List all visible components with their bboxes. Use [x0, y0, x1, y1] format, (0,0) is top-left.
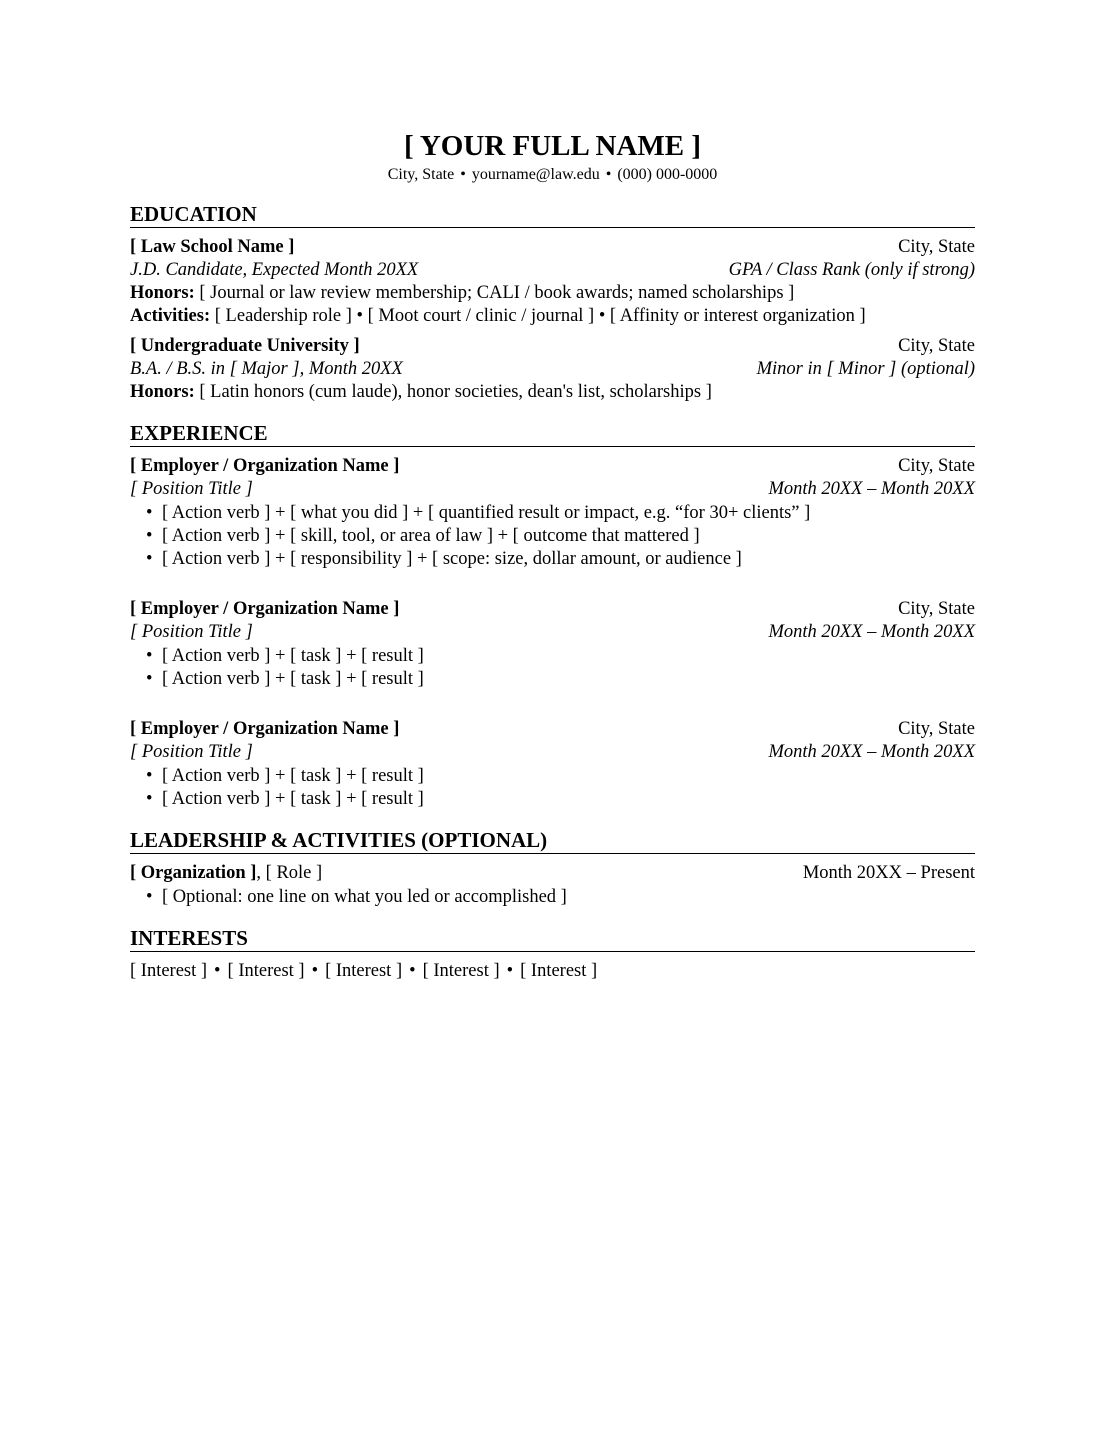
employer-name: [ Employer / Organization Name ] [130, 456, 400, 476]
activities-text: [ Leadership role ] • [ Moot court / clinic / journal ] • [ Affinity or interest organization ] [210, 306, 866, 326]
experience-heading: EXPERIENCE [130, 420, 975, 447]
bullet-item: • [ Optional: one line on what you led or accomplished ] [130, 886, 975, 909]
bullet-item: • [ Action verb ] + [ task ] + [ result ] [130, 668, 975, 691]
interest-item: [ Interest ] [325, 961, 403, 981]
honors-label: Honors: [130, 283, 195, 303]
contact-email: yourname@law.edu [471, 166, 600, 183]
employer-location: City, State [898, 719, 975, 739]
bullet-list [130, 645, 975, 691]
organization-name: [ Organization ] [130, 863, 257, 883]
leadership-entry [130, 862, 975, 909]
experience-entry-3 [130, 718, 975, 811]
interest-item: [ Interest ] [130, 961, 208, 981]
interest-item: [ Interest ] [422, 961, 500, 981]
interests-heading: INTERESTS [130, 925, 975, 952]
contact-separator: • [605, 166, 612, 183]
experience-entry-1 [130, 455, 975, 571]
employer-name: [ Employer / Organization Name ] [130, 599, 400, 619]
school-name: [ Undergraduate University ] [130, 336, 360, 356]
bullet-list [130, 886, 975, 909]
contact-line [130, 165, 975, 185]
education-heading: EDUCATION [130, 201, 975, 228]
interest-item: [ Interest ] [520, 961, 598, 981]
position-dates: Month 20XX – Month 20XX [768, 622, 975, 642]
leadership-heading: LEADERSHIP & ACTIVITIES (OPTIONAL) [130, 827, 975, 854]
organization-line [130, 862, 322, 885]
position-dates: Month 20XX – Month 20XX [768, 742, 975, 762]
activities-line [130, 305, 975, 328]
activities-label: Activities: [130, 306, 211, 326]
bullet-item: • [ Action verb ] + [ task ] + [ result ] [130, 645, 975, 668]
minor-note: Minor in [ Minor ] (optional) [756, 359, 975, 379]
degree: B.A. / B.S. in [ Major ], Month 20XX [130, 359, 403, 379]
resume-page [130, 128, 975, 983]
position-title: [ Position Title ] [130, 479, 253, 499]
experience-entry-2 [130, 598, 975, 691]
position-title: [ Position Title ] [130, 742, 253, 762]
full-name: [ YOUR FULL NAME ] [404, 130, 701, 162]
interest-separator: • [506, 961, 514, 981]
honors-line [130, 381, 975, 404]
interest-separator: • [214, 961, 221, 981]
honors-line [130, 282, 975, 305]
honors-label: Honors: [130, 382, 195, 402]
leadership-dates: Month 20XX – Present [802, 863, 975, 883]
employer-location: City, State [898, 456, 975, 476]
degree: J.D. Candidate, Expected Month 20XX [130, 260, 419, 280]
employer-name: [ Employer / Organization Name ] [130, 719, 400, 739]
bullet-list [130, 765, 975, 811]
bullet-item: • [ Action verb ] + [ task ] + [ result ] [130, 765, 975, 788]
education-entry-undergrad [130, 335, 975, 404]
bullet-list [130, 502, 975, 571]
interest-separator: • [409, 961, 416, 981]
education-entry-law [130, 236, 975, 328]
contact-separator: • [460, 166, 466, 183]
position-dates: Month 20XX – Month 20XX [768, 479, 975, 499]
bullet-item: • [ Action verb ] + [ skill, tool, or area of law ] + [ outcome that mattered ] [130, 525, 975, 548]
honors-text: [ Latin honors (cum laude), honor societies, dean's list, scholarships ] [194, 382, 712, 402]
school-location: City, State [898, 237, 975, 257]
interest-item: [ Interest ] [227, 961, 305, 981]
bullet-item: • [ Action verb ] + [ task ] + [ result ] [130, 788, 975, 811]
employer-location: City, State [898, 599, 975, 619]
position-title: [ Position Title ] [130, 622, 253, 642]
organization-role: , [ Role ] [256, 863, 323, 883]
bullet-item: • [ Action verb ] + [ responsibility ] + [ scope: size, dollar amount, or audience ] [130, 548, 975, 571]
gpa-note: GPA / Class Rank (only if strong) [728, 260, 975, 280]
interest-separator: • [311, 961, 319, 981]
bullet-item: • [ Action verb ] + [ what you did ] + [ quantified result or impact, e.g. “for 30+ clients” ] [130, 502, 975, 525]
school-location: City, State [898, 336, 975, 356]
honors-text: [ Journal or law review membership; CALI / book awards; named scholarships ] [194, 283, 795, 303]
contact-location: City, State [387, 166, 455, 183]
interests-line [130, 960, 975, 983]
contact-phone: (000) 000-0000 [617, 166, 718, 183]
school-name: [ Law School Name ] [130, 237, 295, 257]
